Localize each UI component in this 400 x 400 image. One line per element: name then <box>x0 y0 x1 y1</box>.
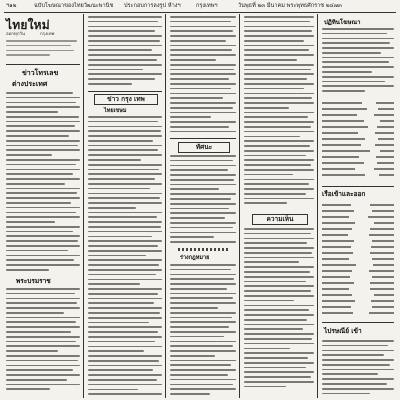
headline-1: ข่าวโทรเลข <box>22 68 59 77</box>
mail-heading: ไปรษณีย์ เข้า <box>324 327 362 335</box>
date-text: วันพุธที่ ๒๓ มีนาคม พระพุทธศักราช ๒๔๗๓ <box>238 3 342 9</box>
page-number: ฯ๑๒ <box>6 3 17 9</box>
section-rule <box>170 138 236 139</box>
article-text <box>170 264 236 398</box>
article-text <box>322 340 394 398</box>
box-heading: ข่าว กรุง เทพ <box>94 94 158 105</box>
article-text <box>88 16 162 88</box>
section-heading: พระบรมราช <box>16 277 51 285</box>
column-divider <box>317 14 318 398</box>
article-text <box>88 116 162 398</box>
article-text <box>244 228 314 398</box>
box-heading: ความเห็น <box>252 214 308 225</box>
section-rule <box>322 322 394 323</box>
print-info: ประกอบการลงรูป ห้างฯ <box>124 3 181 9</box>
sub-heading: ไทยเขษม <box>104 108 127 114</box>
shipping-heading: เรือเข้าและออก <box>322 190 366 198</box>
box-heading: ทัศนะ <box>178 142 230 153</box>
listing-table <box>322 100 394 184</box>
article-text <box>244 16 314 212</box>
article-text <box>170 16 236 136</box>
section-rule <box>88 91 162 92</box>
article-text <box>170 155 236 245</box>
masthead-title: ไทยใหม่ <box>6 18 50 32</box>
header-rule <box>4 12 396 13</box>
column-divider <box>165 14 166 398</box>
sub-heading: ร่างกฎหมาย <box>180 255 210 261</box>
column-divider <box>239 14 240 398</box>
page-header <box>6 1 396 12</box>
section-rule <box>6 64 80 65</box>
article-text <box>322 28 394 98</box>
ornament-divider <box>178 248 228 251</box>
article-text <box>6 92 80 272</box>
issue-label: ฉบับโฆษณาของไทยวัฒนะพานิช <box>34 3 114 9</box>
section-rule <box>322 186 394 187</box>
masthead-notes <box>6 40 80 62</box>
headline-2: ต่างประเทศ <box>12 79 48 88</box>
article-text <box>6 288 80 396</box>
masthead-subtitle: ออกทุกวัน <box>6 32 25 37</box>
column-divider <box>83 14 84 398</box>
shipping-table <box>322 202 394 320</box>
masthead-subtitle: กรุงเทพ <box>40 32 55 37</box>
calendar-heading: ปฏิทินโฆษณา <box>324 19 361 26</box>
city-label: กรุงเทพฯ <box>196 3 218 9</box>
